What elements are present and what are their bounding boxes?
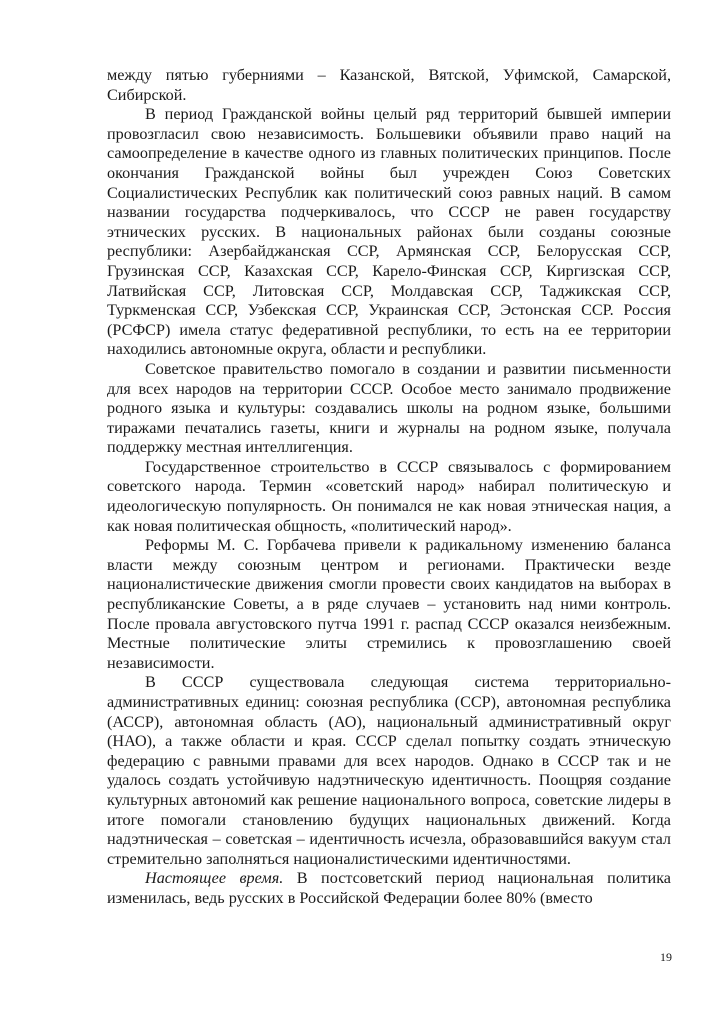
paragraph-2: В период Гражданской войны целый ряд территорий бывшей империи провозгласил свою независимость. Большевики объявили право наций на самоопределение в качестве одного из главных политических принципов. После окончания Гражданской войны был учрежден Союз Советских Социалистических Республик как политический союз равных наций. В самом названии государства подчеркивалось, что СССР не равен государству этнических русских. В национальных районах были созданы союзные республики: Азербайджанская ССР, Армянская ССР, Белорусская ССР, Грузинская ССР, Казахская ССР, Карело-Финская ССР, Киргизская ССР, Латвийская ССР, Литовская ССР, Молдавская ССР, Таджикская ССР, Туркменская ССР, Узбекская ССР, Украинская ССР, Эстонская ССР. Россия (РСФСР) имела статус федеративной республики, то есть на ее территории находились автономные округа, области и республики. xyxy=(107,105,671,359)
paragraph-3: Советское правительство помогало в создании и развитии письменности для всех народов на территории СССР. Особое место занимало продвижение родного языка и культуры: создавались школы на родном языке, большими тиражами печатались газеты, книги и журналы на родном языке, получала поддержку местная интеллигенция. xyxy=(107,359,671,457)
paragraph-4: Государственное строительство в СССР связывалось с формированием советского народа. Термин «советский народ» набирал политическую и идеологическую популярность. Он понимался не как новая этническая нация, а как новая политическая общность, «политический народ». xyxy=(107,457,671,535)
paragraph-6: В СССР существовала следующая система территориально-административных единиц: союзная республика (ССР), автономная республика (АССР), автономная область (АО), национальный административный округ (НАО), а также области и края. СССР сделал попытку создать этническую федерацию с равными правами для всех народов. Однако в СССР так и не удалось создать устойчивую надэтническую идентичность. Поощряя создание культурных автономий как решение национального вопроса, советские лидеры в итоге помогали становлению будущих национальных движений. Когда надэтническая – советская – идентичность исчезла, образовавшийся вакуум стал стремительно заполняться националистическими идентичностями. xyxy=(107,673,671,868)
paragraph-5: Реформы М. С. Горбачева привели к радикальному изменению баланса власти между союзным центром и регионами. Практически везде националистические движения смогли провести своих кандидатов на выборах в республиканские Советы, а в ряде случаев – установить над ними контроль. После провала августовского путча 1991 г. распад СССР оказался неизбежным. Местные политические элиты стремились к провозглашению своей независимости. xyxy=(107,536,671,672)
paragraph-1: между пятью губерниями – Казанской, Вятской, Уфимской, Самарской, Сибирской. xyxy=(107,66,671,104)
section-heading-present-time: Настоящее время. xyxy=(145,869,284,888)
paragraph-7 xyxy=(107,869,671,908)
paragraph-7-text: В постсоветский период национальная политика изменилась, ведь русских в Российской Федерации более 80% (вместо xyxy=(107,869,671,907)
page-number: 19 xyxy=(660,950,672,964)
page-body xyxy=(107,66,671,909)
